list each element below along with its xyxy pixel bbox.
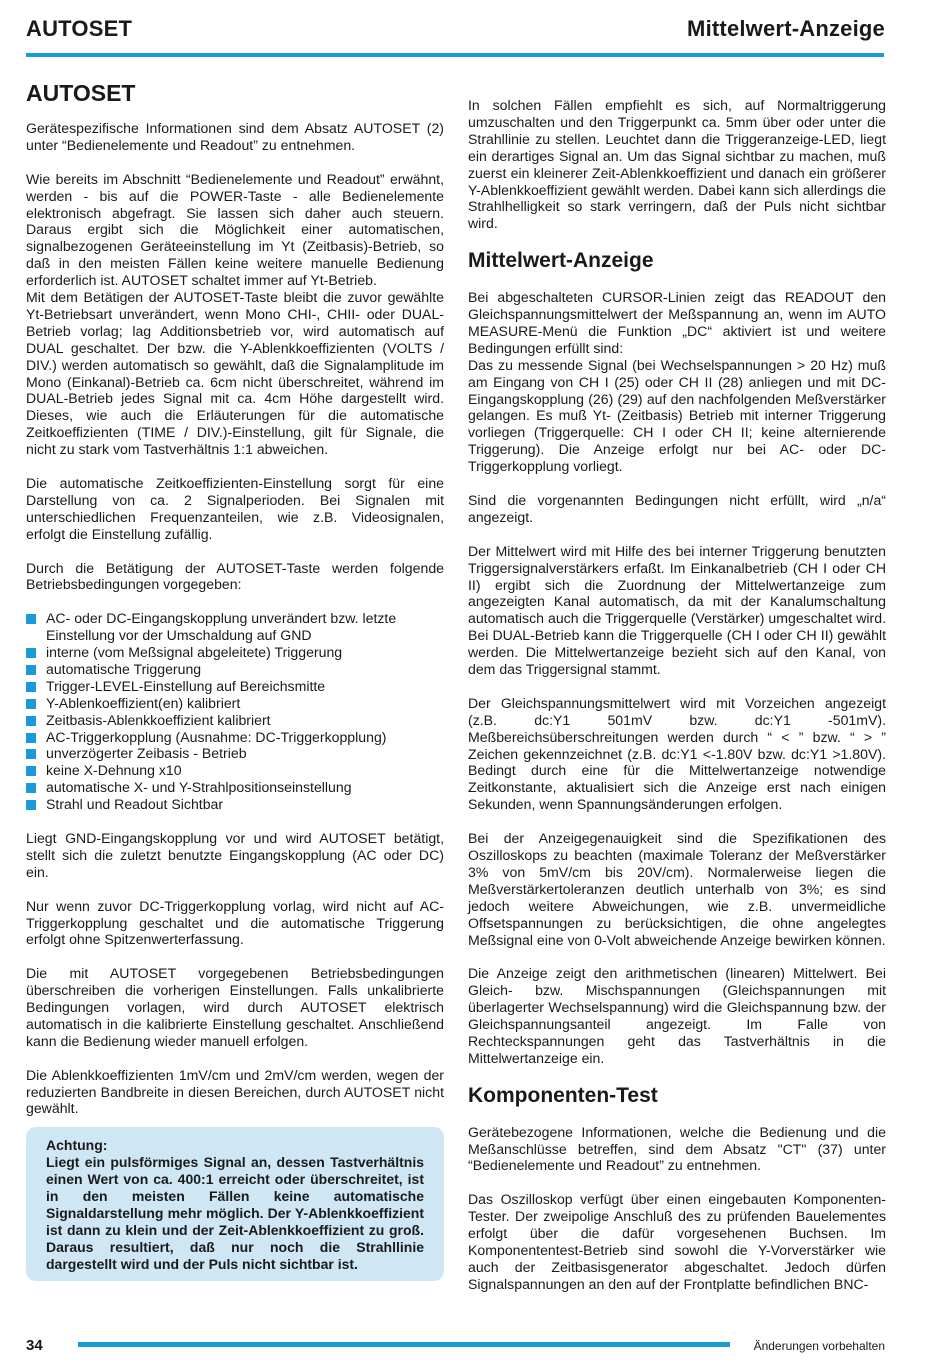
paragraph: Wie bereits im Abschnitt “Bedienelemente und Readout” erwähnt, werden - bis auf die POWER-Taste - alle Bedienelemente elektronisch abgefragt. Sie lassen sich daher auch steuern. Daraus ergibt sich die Möglichkeit einer automatischen, signalbezogenen Geräteeinstellung im Yt (Zeitbasis)-Betrieb, so daß in den meisten Fällen keine weitere manuelle Bedienung erforderlich ist. AUTOSET schaltet immer auf Yt-Betrieb.	[26, 170, 444, 289]
list-item: AC- oder DC-Eingangskopplung unverändert bzw. letzte Einstellung vor der Umschaldung auf GND	[26, 610, 444, 644]
list-item: automatische X- und Y-Strahlpositionseinstellung	[26, 779, 444, 796]
right-column	[468, 97, 886, 1310]
paragraph: Die Anzeige zeigt den arithmetischen (linearen) Mittelwert. Bei Gleich- bzw. Mischspannungen (Gleichspannungen mit überlagerter Wechselspannung) wird die Gleichspannung bzw. der Gleichspannungsanteil angezeigt. Im Falle von Rechteckspannungen geht das Tastverhältnis in die Mittelwertanzeige ein.	[468, 965, 886, 1066]
list-item: Trigger-LEVEL-Einstellung auf Bereichsmitte	[26, 678, 444, 695]
paragraph: Die mit AUTOSET vorgegebenen Betriebsbedingungen überschreiben die vorherigen Einstellungen. Falls unkalibrierte Bedingungen vorlagen, wird durch AUTOSET elektrisch automatisch in die kalibrierte Einstellung geschaltet. Anschließend kann die Bedienung wieder manuell erfolgen.	[26, 965, 444, 1049]
header-rule	[26, 53, 884, 57]
footer-note: Änderungen vorbehalten	[753, 1339, 885, 1353]
paragraph: Sind die vorgenannten Bedingungen nicht erfüllt, wird „n/a“ angezeigt.	[468, 492, 886, 525]
warning-box	[26, 1127, 444, 1281]
paragraph: Bei der Anzeigegenauigkeit sind die Spezifikationen des Oszilloskops zu beachten (maximale Toleranz der Meßverstärker 3% von 5mV/cm bis 20V/cm). Normalerweise liegen die Meßverstärkertoleranzen deutlich unterhalb von 3%; es sind jedoch weitere Abweichungen, wie z.B. unvermeidliche Offsetspannungen zu berücksichtigen, die ohne angelegtes Meßsignal eine von 0-Volt abweichende Anzeige bewirken können.	[468, 830, 886, 948]
list-item: unverzögerter Zeibasis - Betrieb	[26, 745, 444, 762]
list-item: Strahl und Readout Sichtbar	[26, 796, 444, 813]
paragraph: Der Gleichspannungsmittelwert wird mit Vorzeichen angezeigt (z.B. dc:Y1 501mV bzw. dc:Y1 -501mV). Meßbereichsüberschreitungen werden durch “ < ” bzw. “ > ” Zeichen gekennzeichnet (z.B. dc:Y1 <-1.80V bzw. dc:Y1 >1.80V). Bedingt durch eine für die Mittelwertanzeige notwendige Zeitkonstante, aktualisiert sich die Anzeige erst nach einigen Sekunden, wenn Spannungsänderungen erfolgen.	[468, 694, 886, 813]
footer-rule	[78, 1342, 730, 1347]
section-title-komponenten: Komponenten-Test	[468, 1083, 658, 1107]
paragraph: Nur wenn zuvor DC-Triggerkopplung vorlag, wird nicht auf AC-Triggerkopplung geschaltet und die automatische Triggerung erfolgt ohne Spitzenwerterfassung.	[26, 897, 444, 948]
paragraph: Gerätespezifische Informationen sind dem Absatz AUTOSET (2) unter “Bedienelemente und Readout” zu entnehmen.	[26, 120, 444, 153]
list-item: Zeitbasis-Ablenkkoeffizient kalibriert	[26, 712, 444, 729]
page-header	[26, 14, 885, 44]
page-number: 34	[26, 1337, 43, 1354]
section-title-mittelwert: Mittelwert-Anzeige	[468, 249, 654, 273]
bullet-list	[26, 610, 444, 813]
paragraph: Liegt GND-Eingangskopplung vor und wird AUTOSET betätigt, stellt sich die zuletzt benutzte Eingangskopplung (AC oder DC) ein.	[26, 829, 444, 880]
warning-text: Liegt ein pulsförmiges Signal an, dessen Tastverhältnis einen Wert von ca. 400:1 erreicht oder überschreitet, ist in den meisten Fällen keine automatische Signaldarstellung mehr möglich. Der Y-Ablenkkoeffizient ist dann zu klein und der Zeit-Ablenkkoeffizient zu groß. Daraus resultiert, daß nur noch die Strahllinie dargestellt wird und der Puls nicht sichtbar ist.	[46, 1154, 424, 1273]
list-item: Y-Ablenkoeffizient(en) kalibriert	[26, 695, 444, 712]
header-right-title: Mittelwert-Anzeige	[687, 16, 885, 41]
paragraph: Das zu messende Signal (bei Wechselspannungen > 20 Hz) muß am Eingang von CH I (25) oder CH II (28) anliegen und mit DC-Eingangskopplung (26) (29) auf den nachfolgenden Meßverstärker gelangen. Es muß Yt- (Zeitbasis) Betrieb mit interner Triggerung vorliegen (Triggerquelle: CH I oder CH II; keine alternierende Triggerung). Die Anzeige erfolgt nur bei AC- oder DC-Triggerkopplung vorliegt.	[468, 356, 886, 475]
paragraph: Gerätebezogene Informationen, welche die Bedienung und die Meßanschlüsse betreffen, sind dem Absatz "CT" (37) unter “Bedienelemente und Readout” zu entnehmen.	[468, 1123, 886, 1174]
paragraph: Der Mittelwert wird mit Hilfe des bei interner Triggerung benutzten Triggersignalverstärkers erfaßt. Im Einkanalbetrieb (CH I oder CH II) ergibt sich die Zuordnung der Mittelwertanzeige zum angezeigten Kanal automatisch, da mit der Kanalumschaltung automatisch auch die Triggerquelle (Verstärker) umgeschaltet wird. Bei DUAL-Betrieb kann die Triggerquelle (CH I oder CH II) gewählt werden. Die Mittelwertanzeige bezieht sich auf den Kanal, von dem das Triggersignal stammt.	[468, 542, 886, 678]
paragraph: In solchen Fällen empfiehlt es sich, auf Normaltriggerung umzuschalten und den Triggerpunkt ca. 5mm über oder unter die Strahllinie zu stellen. Leuchtet dann die Triggeranzeige-LED, liegt ein derartiges Signal an. Um das Signal sichtbar zu machen, muß zuerst ein kleinerer Zeit-Ablenkkoeffizient und danach ein größerer Y-Ablenkkoeffizient gewählt werden. Dabei kann sich allerdings die Strahlhelligkeit so stark verringern, daß der Puls nicht sichtbar wird.	[468, 97, 886, 232]
paragraph: Die Ablenkkoeffizienten 1mV/cm und 2mV/cm werden, wegen der reduzierten Bandbreite in diesen Bereichen, durch AUTOSET nicht gewählt.	[26, 1066, 444, 1117]
paragraph: Durch die Betätigung der AUTOSET-Taste werden folgende Betriebsbedingungen vorgegeben:	[26, 559, 444, 593]
list-item: interne (vom Meßsignal abgeleitete) Triggerung	[26, 644, 444, 661]
list-item: automatische Triggerung	[26, 661, 444, 678]
list-item: keine X-Dehnung x10	[26, 762, 444, 779]
paragraph: Das Oszilloskop verfügt über einen eingebauten Komponenten-Tester. Der zweipolige Anschluß des zu prüfenden Bauelementes erfolgt über die dafür vorgesehenen Buchsen. Im Komponententest-Betrieb sind sowohl die Y-Vorverstärker wie auch der Zeitbasisgenerator abgeschaltet. Jedoch dürfen Signalspannungen an den auf der Frontplatte befindlichen BNC-	[468, 1191, 886, 1292]
paragraph: Die automatische Zeitkoeffizienten-Einstellung sorgt für eine Darstellung von ca. 2 Signalperioden. Bei Signalen mit unterschiedlichen Frequenzanteilen, wie z.B. Videosignalen, erfolgt die Einstellung zufällig.	[26, 475, 444, 542]
section-title-autoset: AUTOSET	[26, 80, 136, 106]
paragraph: Bei abgeschalteten CURSOR-Linien zeigt das READOUT den Gleichspannungsmittelwert der Meßspannung an, wenn im AUTO MEASURE-Menü die Funktion „DC“ aktiviert ist und weitere Bedingungen erfüllt sind:	[468, 289, 886, 356]
header-left-title: AUTOSET	[26, 16, 133, 41]
left-column	[26, 80, 444, 1281]
paragraph: Mit dem Betätigen der AUTOSET-Taste bleibt die zuvor gewählte Yt-Betriebsart unverändert, wenn Mono CHI-, CHII- oder DUAL-Betrieb vorlag; lag Additionsbetrieb vor, wird automatisch auf DUAL geschaltet. Der bzw. die Y-Ablenkkoeffizienten (VOLTS / DIV.) werden automatisch so gewählt, daß die Signalamplitude im Mono (Einkanal)-Betrieb ca. 6cm nicht überschreitet, während im DUAL-Betrieb jedes Signal mit ca. 4cm Höhe dargestellt wird. Dieses, wie auch die Erläuterungen für die automatische Zeitkoeffizienten (TIME / DIV.)-Einstellung, gilt für Signale, die nicht zu stark vom Tastverhältnis 1:1 abweichen.	[26, 289, 444, 458]
warning-title: Achtung:	[46, 1137, 108, 1154]
list-item: AC-Triggerkopplung (Ausnahme: DC-Triggerkopplung)	[26, 729, 444, 746]
